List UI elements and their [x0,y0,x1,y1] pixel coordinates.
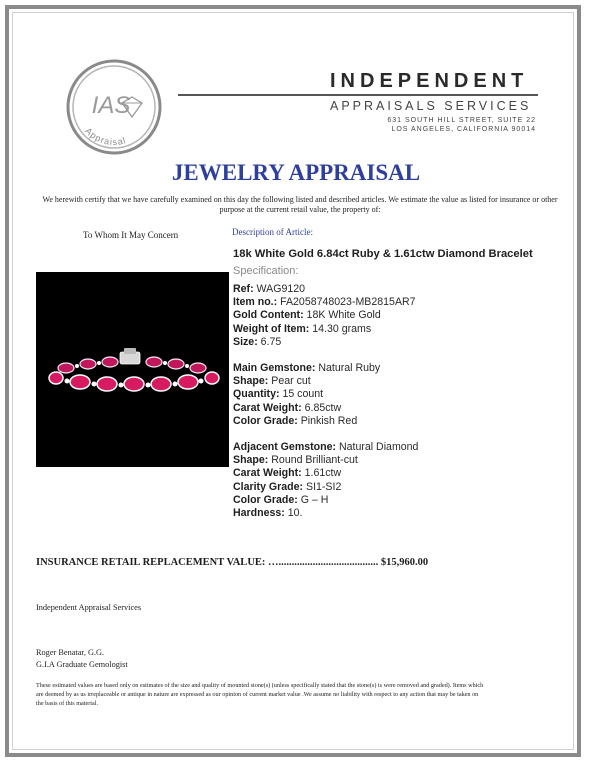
spec-value: Pear cut [268,375,311,388]
spacer [233,428,418,441]
spacer [233,349,418,362]
spec-value: 10. [284,507,303,520]
spec-value: 14.30 grams [309,322,372,335]
spec-key: Gold Content: [233,309,304,322]
appraiser-credential: G.I.A Graduate Gemologist [36,660,128,669]
spec-key: Clarity Grade: [233,480,304,493]
spec-value: G – H [297,493,329,506]
spec-ref [233,283,418,296]
spec-adjacent-clarity [233,481,418,494]
spec-value: 6.85ctw [301,401,342,414]
spec-value: Pinkish Red [297,414,358,427]
spec-adjacent-carat [233,467,418,480]
company-subtitle: APPRAISALS SERVICES [330,99,532,113]
spec-value: 15 count [279,388,324,401]
insurance-value-label: INSURANCE RETAIL REPLACEMENT VALUE: [36,557,266,568]
spec-value: 18K White Gold [303,309,381,322]
spec-adjacent-shape [233,454,418,467]
insurance-value-leader: …...................................... [265,557,381,568]
spec-value: Round Brilliant-cut [268,454,358,467]
spec-key: Color Grade: [233,493,298,506]
spec-value: FA2058748023-MB2815AR7 [277,296,416,309]
spec-main-quantity [233,388,418,401]
spec-key: Adjacent Gemstone: [233,441,337,454]
insurance-value-line [36,557,428,568]
ias-logo [64,57,164,157]
certification-text: We herewith certify that we have carefully examined on this day the following listed and described articles. We estimate the value as listed for insurance or other purpose at the current retail value, the property of: [42,195,558,214]
spec-key: Size: [233,335,258,348]
spec-main-carat [233,402,418,415]
logo-ring-text: Appraisal [83,125,128,148]
spec-key: Weight of Item: [233,322,310,335]
spec-value: WAG9120 [253,283,306,295]
svg-text:Appraisal [83,126,127,147]
spec-adjacent-hardness [233,507,418,520]
company-name: INDEPENDENT [330,70,529,92]
spec-main-color [233,415,418,428]
bracelet-photo [36,272,229,467]
spec-key: Carat Weight: [233,467,302,480]
spec-key: Quantity: [233,388,280,401]
article-title: 18k White Gold 6.84ct Ruby & 1.61ctw Diamond Bracelet [233,248,533,260]
spec-weight [233,323,418,336]
recipient: To Whom It May Concern [83,230,179,240]
spec-value: 6.75 [257,335,282,348]
spec-value: 1.61ctw [301,467,342,480]
spec-value: SI1-SI2 [303,480,342,493]
document-title: JEWELRY APPRAISAL [171,160,421,185]
spec-item-no [233,296,418,309]
insurance-value-amount: $15,960.00 [380,557,429,568]
specifications [233,283,418,520]
company-address-line2: LOS ANGELES, CALIFORNIA 90014 [391,126,536,133]
spec-key: Hardness: [233,507,285,520]
logo-letters: IAS [91,92,131,119]
spec-adjacent-color [233,494,418,507]
spec-size [233,336,418,349]
footer-company: Independent Appraisal Services [36,603,142,612]
spec-key: Ref: [233,283,254,295]
spec-main-shape [233,375,418,388]
specification-label: Specification: [233,265,299,277]
disclaimer: These estimated values are based only on estimates of the size and quality of mounted stone(s) (unless specifically stated that the stone(s) is were removed and graded). Items which are deemed by as us irreplaceable or antique in nature are expressed as our opinion of current market value .We assume no liability with respect to any action that may be taken on the basis of this material. [36,682,484,707]
spec-key: Carat Weight: [233,401,302,414]
appraiser-name: Roger Benatar, G.G. [36,648,105,657]
spec-key: Item no.: [233,296,278,309]
spec-value: Natural Ruby [315,362,381,375]
bracelet-image [36,272,229,467]
spec-value: Natural Diamond [336,441,419,454]
spec-gold-content [233,309,418,322]
description-label: Description of Article: [232,227,313,237]
spec-key: Main Gemstone: [233,362,316,375]
spec-main-gemstone [233,362,418,375]
header-rule [178,94,538,96]
spec-key: Color Grade: [233,414,298,427]
spec-key: Shape: [233,375,269,388]
company-address-line1: 631 SOUTH HILL STREET, SUITE 22 [387,117,536,124]
spec-key: Shape: [233,454,269,467]
spec-adjacent-gemstone [233,441,418,454]
